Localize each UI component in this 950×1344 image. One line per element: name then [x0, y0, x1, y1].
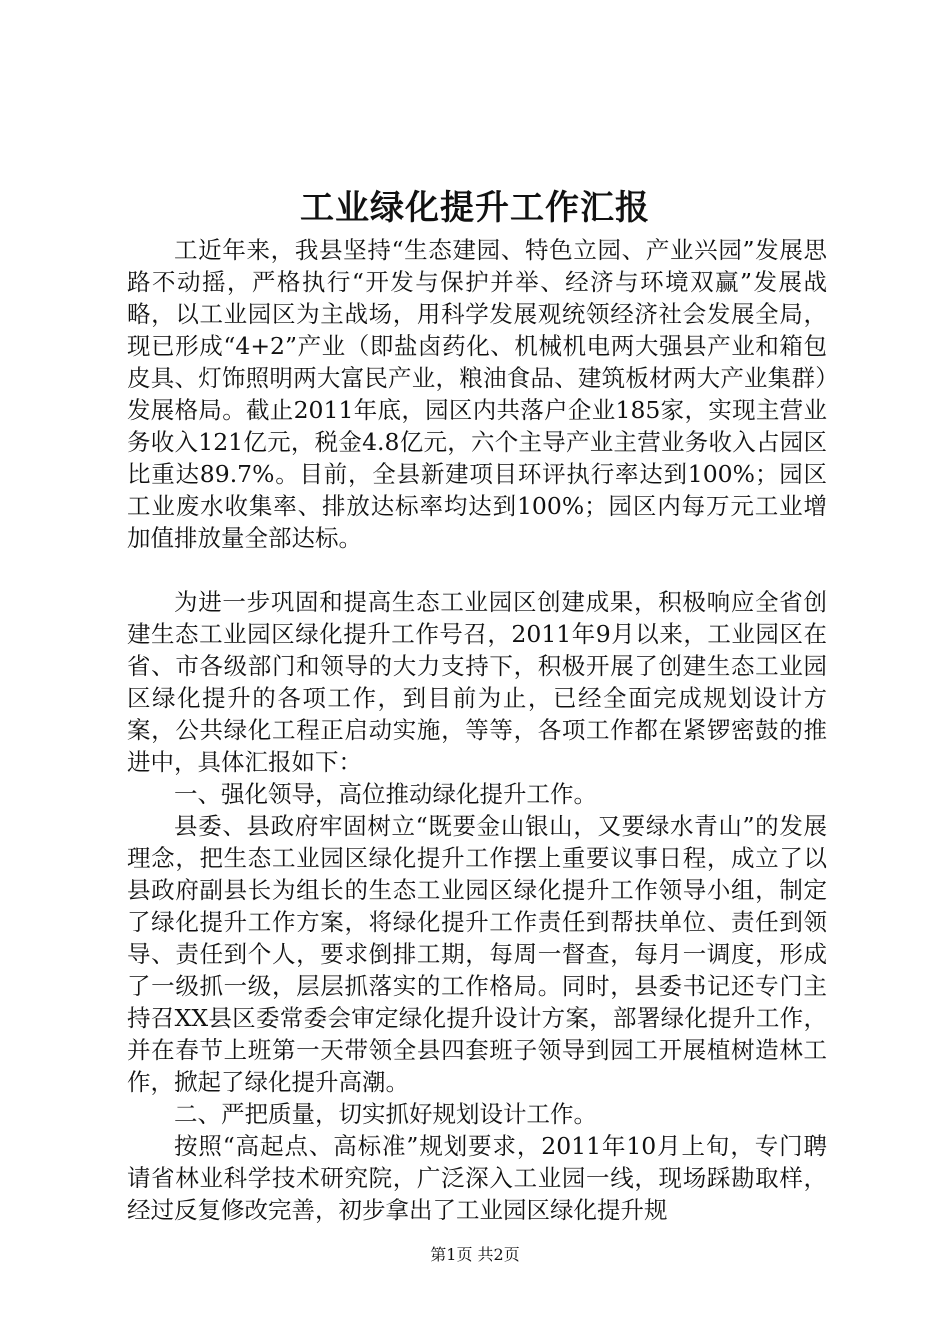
paragraph-gap	[127, 554, 827, 586]
page-footer: 第1页 共2页	[430, 1245, 520, 1264]
section-heading-1: 一、强化领导，高位推动绿化提升工作。	[174, 780, 597, 808]
section-heading-2: 二、严把质量，切实抓好规划设计工作。	[174, 1100, 597, 1128]
document-title: 工业绿化提升工作汇报	[300, 188, 650, 228]
document-body	[127, 234, 827, 1226]
paragraph-overview: 为进一步巩固和提高生态工业园区创建成果，积极响应全省创建生态工业园区绿化提升工作号召，2011年9月以来，工业园区在省、市各级部门和领导的大力支持下，积极开展了创建生态工业园区绿化提升的各项工作，到目前为止，已经全面完成规划设计方案，公共绿化工程正启动实施，等等，各项工作都在紧锣密鼓的推进中，具体汇报如下：	[127, 588, 827, 776]
paragraph-leadership: 县委、县政府牢固树立“既要金山银山，又要绿水青山”的发展理念，把生态工业园区绿化提升工作摆上重要议事日程，成立了以县政府副县长为组长的生态工业园区绿化提升工作领导小组，制定了绿化提升工作方案，将绿化提升工作责任到帮扶单位、责任到领导、责任到个人，要求倒排工期，每周一督查，每月一调度，形成了一级抓一级，层层抓落实的工作格局。同时，县委书记还专门主持召XX县区委常委会审定绿化提升设计方案，部署绿化提升工作，并在春节上班第一天带领全县四套班子领导到园工开展植树造林工作，掀起了绿化提升高潮。	[127, 812, 827, 1096]
paragraph-intro: 工近年来，我县坚持“生态建园、特色立园、产业兴园”发展思路不动摇，严格执行“开发与保护并举、经济与环境双赢”发展战略，以工业园区为主战场，用科学发展观统领经济社会发展全局，现已形成“4+2”产业（即盐卤药化、机械机电两大强县产业和箱包皮具、灯饰照明两大富民产业，粮油食品、建筑板材两大产业集群）发展格局。截止2011年底，园区内共落户企业185家，实现主营业务收入121亿元，税金4.8亿元，六个主导产业主营业务收入占园区比重达89.7%。目前，全县新建项目环评执行率达到100%；园区工业废水收集率、排放达标率均达到100%；园区内每万元工业增加值排放量全部达标。	[127, 236, 827, 552]
paragraph-planning: 按照“高起点、高标准”规划要求，2011年10月上旬，专门聘请省林业科学技术研究院，广泛深入工业园一线，现场踩勘取样，经过反复修改完善，初步拿出了工业园区绿化提升规	[127, 1132, 827, 1224]
